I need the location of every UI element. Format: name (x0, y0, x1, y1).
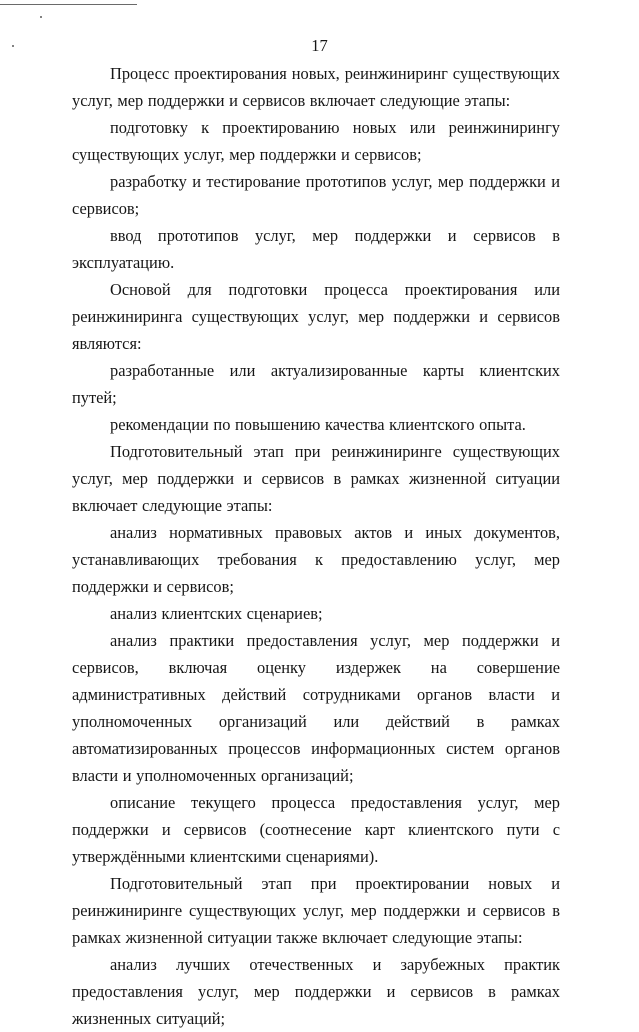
list-item: анализ практики предоставления услуг, мер поддержки и сервисов, включая оценку издержек на совершение административных действий сотрудниками органов власти и уполномоченных организаций или действий в рамках автоматизированных процессов информационных систем органов власти и уполномоченных организаций; (72, 631, 560, 785)
list-item: анализ клиентских сценариев; (110, 604, 323, 623)
list-item: разработанные или актуализированные карты клиентских путей; (72, 361, 560, 407)
list-item: подготовку к проектированию новых или реинжинирингу существующих услуг, мер поддержки и сервисов; (72, 118, 560, 164)
paragraph: Подготовительный этап при проектировании новых и реинжиниринге существующих услуг, мер поддержки и сервисов в рамках жизненной ситуации также включает следующие этапы: (72, 874, 560, 947)
list-item: рекомендации по повышению качества клиентского опыта. (110, 415, 526, 434)
list-item: анализ лучших отечественных и зарубежных практик предоставления услуг, мер поддержки и сервисов в рамках жизненных ситуаций; (72, 955, 560, 1028)
list-item: анализ нормативных правовых актов и иных документов, устанавливающих требования к предоставлению услуг, мер поддержки и сервисов; (72, 523, 560, 596)
scan-speck (40, 16, 42, 18)
list-item: описание текущего процесса предоставления услуг, мер поддержки и сервисов (соотнесение карт клиентского пути с утверждёнными клиентскими сценариями). (72, 793, 560, 866)
list-item: разработку и тестирование прототипов услуг, мер поддержки и сервисов; (72, 172, 560, 218)
page-number: 17 (311, 36, 328, 55)
list-item: ввод прототипов услуг, мер поддержки и сервисов в эксплуатацию. (72, 226, 560, 272)
paragraph: Подготовительный этап при реинжиниринге существующих услуг, мер поддержки и сервисов в рамках жизненной ситуации включает следующие этапы: (72, 442, 560, 515)
document-body (72, 60, 560, 1032)
paragraph: Процесс проектирования новых, реинжиниринг существующих услуг, мер поддержки и сервисов включает следующие этапы: (72, 64, 560, 110)
scan-edge-line (0, 4, 137, 5)
paragraph: Основой для подготовки процесса проектирования или реинжиниринга существующих услуг, мер поддержки и сервисов являются: (72, 280, 560, 353)
